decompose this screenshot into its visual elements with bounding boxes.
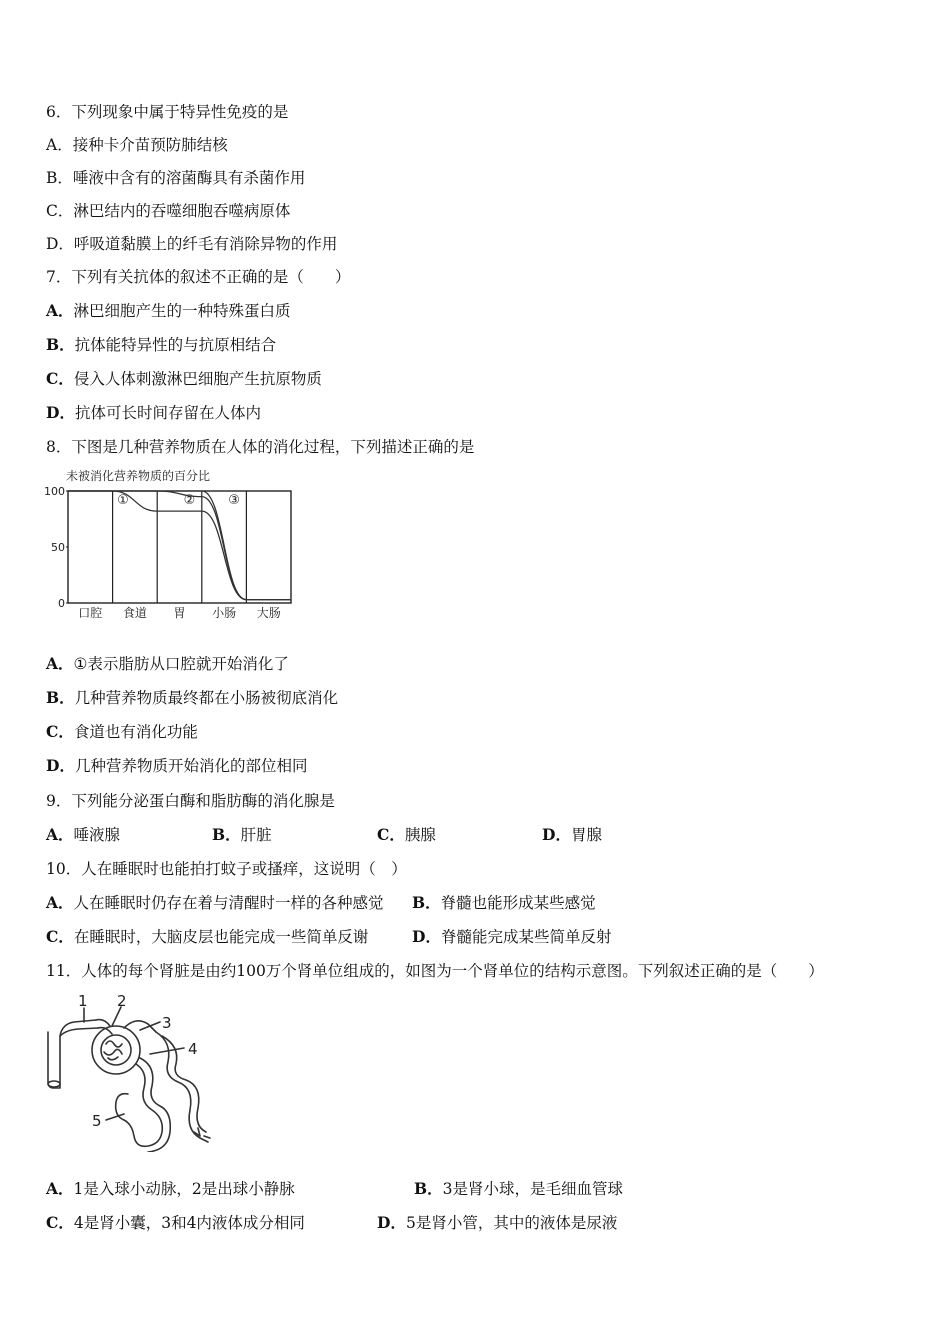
series-line	[68, 491, 291, 600]
renal-tubule-outer	[140, 1058, 170, 1152]
q9-option-c	[377, 825, 436, 845]
option-text: 脊髓也能形成某些感觉	[440, 894, 596, 912]
option-letter: C．	[46, 927, 74, 946]
chart-title: 未被消化营养物质的百分比	[66, 469, 211, 483]
option-letter: A．	[46, 1179, 74, 1198]
label-3-line	[140, 1022, 160, 1030]
vessel-inner-wall	[60, 1028, 98, 1036]
q9-option-b	[212, 825, 272, 845]
option-letter: D．	[412, 927, 441, 946]
category-label: 食道	[122, 606, 147, 620]
option-text: 胃腺	[570, 826, 602, 844]
nephron-diagram	[44, 992, 224, 1152]
q7-option-a	[46, 301, 291, 321]
chart-categories	[78, 605, 280, 620]
option-text: ①表示脂肪从口腔就开始消化了	[73, 655, 289, 673]
chart-y-ticks	[44, 485, 68, 610]
afferent-arteriole	[96, 1020, 110, 1026]
q10-option-d	[412, 927, 611, 947]
q8-option-a	[46, 654, 289, 674]
series-marker-label: ①	[117, 493, 129, 508]
q8-option-d	[46, 756, 307, 776]
q7-option-b	[46, 335, 276, 355]
chart-series	[68, 491, 291, 600]
q7-stem: 7．下列有关抗体的叙述不正确的是（ ）	[46, 268, 351, 286]
option-letter: D．	[542, 825, 571, 844]
q6-option-a: A．接种卡介苗预防肺结核	[46, 136, 228, 154]
option-letter: C．	[46, 1213, 74, 1232]
option-letter: A．	[46, 825, 74, 844]
category-label: 小肠	[212, 606, 237, 620]
q11-option-b	[414, 1179, 623, 1199]
option-text: 胰腺	[404, 826, 436, 844]
option-letter: B．	[212, 825, 241, 844]
label-4-line	[150, 1048, 184, 1054]
option-text: 1是入球小动脉，2是出球小静脉	[73, 1180, 295, 1198]
figure-label-5: 5	[92, 1112, 102, 1130]
option-text: 淋巴细胞产生的一种特殊蛋白质	[73, 302, 291, 320]
q8-stem: 8．下图是几种营养物质在人体的消化过程，下列描述正确的是	[46, 438, 475, 456]
option-text: 抗体能特异性的与抗原相结合	[74, 336, 277, 354]
option-text: 肝脏	[240, 826, 272, 844]
q10-option-b	[412, 893, 596, 913]
q6-option-c: C．淋巴结内的吞噬细胞吞噬病原体	[46, 202, 291, 220]
category-label: 胃	[173, 606, 186, 620]
option-text: 侵入人体刺激淋巴细胞产生抗原物质	[73, 370, 322, 388]
option-text: 4是肾小囊，3和4内液体成分相同	[73, 1214, 305, 1232]
option-text: 食道也有消化功能	[73, 723, 198, 741]
chart-frame	[68, 491, 291, 603]
figure-label-4: 4	[188, 1040, 198, 1058]
option-letter: C．	[46, 369, 74, 388]
q11-option-a	[46, 1179, 295, 1199]
option-letter: B．	[46, 335, 75, 354]
digestion-chart	[44, 466, 304, 626]
q11-option-c	[46, 1213, 305, 1233]
option-letter: C．	[377, 825, 405, 844]
option-letter: A．	[46, 893, 74, 912]
category-label: 口腔	[78, 606, 103, 620]
q7-option-c	[46, 369, 322, 389]
vessel-opening	[48, 1081, 60, 1087]
option-text: 人在睡眠时仍存在着与清醒时一样的各种感觉	[73, 894, 384, 912]
q10-option-c	[46, 927, 368, 947]
series-line	[68, 491, 291, 600]
option-letter: C．	[46, 722, 74, 741]
option-text: 脊髓能完成某些简单反射	[440, 928, 612, 946]
category-label: 大肠	[256, 606, 281, 620]
y-tick-label: 50	[51, 541, 65, 554]
option-letter: D．	[46, 403, 75, 422]
option-text: 3是肾小球，是毛细血管球	[442, 1180, 623, 1198]
q6-option-b: B．唾液中含有的溶菌酶具有杀菌作用	[46, 169, 306, 187]
q6-stem: 6．下列现象中属于特异性免疫的是	[46, 103, 289, 121]
renal-tubule	[124, 1064, 162, 1146]
q6-option-d: D．呼吸道黏膜上的纤毛有消除异物的作用	[46, 235, 338, 253]
q10-option-a	[46, 893, 384, 913]
figure-label-1: 1	[78, 992, 88, 1010]
figure-label-2: 2	[117, 992, 127, 1010]
q11-options-ab	[46, 1179, 666, 1199]
capillary-loops	[104, 1041, 122, 1060]
option-letter: B．	[412, 893, 441, 912]
q10-options-cd	[46, 927, 666, 947]
option-letter: A．	[46, 301, 74, 320]
q10-stem: 10．人在睡眠时也能拍打蚊子或搔痒，这说明（ ）	[46, 860, 407, 878]
option-letter: A．	[46, 654, 74, 673]
figure-label-3: 3	[162, 1014, 172, 1032]
option-text: 5是肾小管，其中的液体是尿液	[405, 1214, 618, 1232]
plot-border	[68, 491, 291, 603]
series-marker-label: ③	[228, 493, 240, 508]
option-text: 抗体可长时间存留在人体内	[74, 404, 261, 422]
option-text: 在睡眠时，大脑皮层也能完成一些简单反谢	[73, 928, 369, 946]
q9-option-a	[46, 825, 120, 845]
q8-option-c	[46, 722, 198, 742]
q8-option-b	[46, 688, 338, 708]
option-text: 唾液腺	[73, 826, 121, 844]
q7-option-d	[46, 403, 261, 423]
option-letter: D．	[46, 756, 75, 775]
q10-options-ab	[46, 893, 666, 913]
series-line	[68, 491, 291, 600]
option-letter: B．	[46, 688, 75, 707]
option-text: 几种营养物质最终都在小肠被彻底消化	[74, 689, 339, 707]
q9-option-d	[542, 825, 602, 845]
q9-stem: 9．下列能分泌蛋白酶和脂肪酶的消化腺是	[46, 792, 335, 810]
q9-options	[46, 825, 666, 845]
q11-option-d	[377, 1213, 617, 1233]
y-tick-label: 100	[44, 485, 65, 498]
option-letter: D．	[377, 1213, 406, 1232]
series-marker-label: ②	[183, 493, 196, 508]
q11-options-cd	[46, 1213, 666, 1233]
option-letter: B．	[414, 1179, 443, 1198]
q11-stem: 11．人体的每个肾脏是由约100万个肾单位组成的，如图为一个肾单位的结构示意图。下列叙述正确的是（ ）	[46, 962, 824, 980]
option-text: 几种营养物质开始消化的部位相同	[74, 757, 308, 775]
chart-series-markers	[117, 493, 240, 508]
y-tick-label: 0	[58, 597, 65, 610]
